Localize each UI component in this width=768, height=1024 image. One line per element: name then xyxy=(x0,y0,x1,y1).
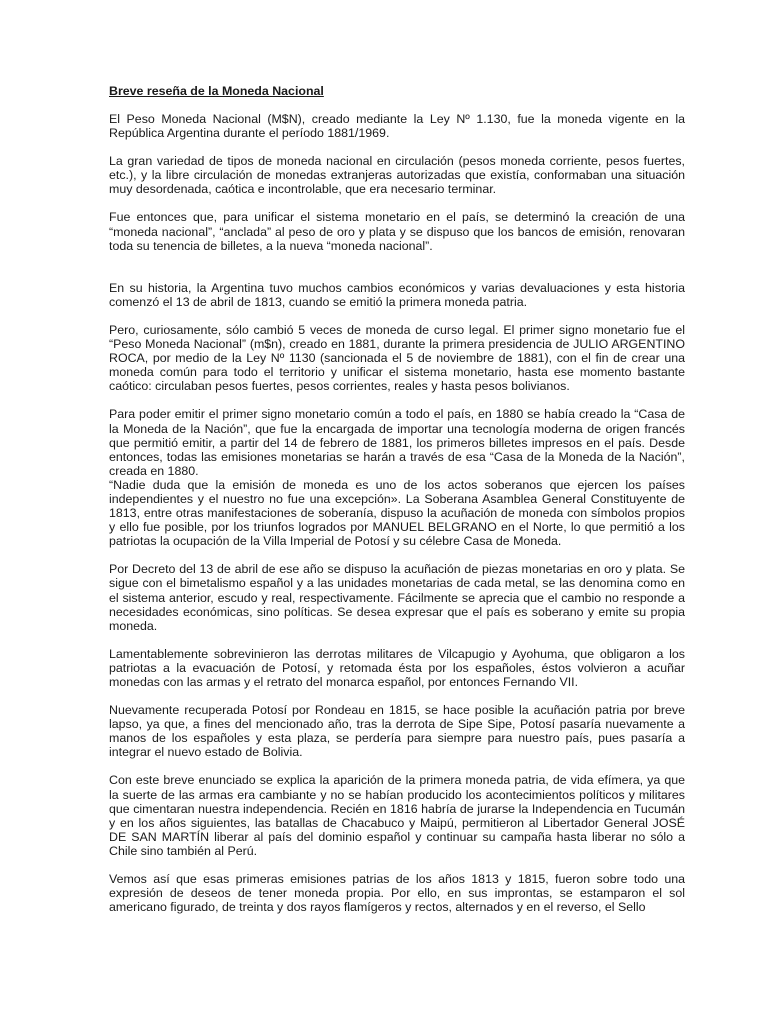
paragraph-decreto-1813: Por Decreto del 13 de abril de ese año se dispuso la acuñación de piezas monetarias en oro y plata. Se sigue con el bimetalismo español y a las unidades monetarias de cada metal, se las denomina como en el sistema anterior, escudo y real, respectivamente. Fácilmente se aprecia que el cambio no responde a necesidades económicas, sino políticas. Se desea expresar que el país es soberano y emite su propia moneda. xyxy=(109,562,685,633)
document-page xyxy=(109,84,685,928)
paragraph-rondeau-1815: Nuevamente recuperada Potosí por Rondeau en 1815, se hace posible la acuñación patria por breve lapso, ya que, a fines del mencionado año, tras la derrota de Sipe Sipe, Potosí pasaría nuevamente a manos de los españoles y esta plaza, se perdería para siempre para nuestro país, pues pasaría a integrar el nuevo estado de Bolivia. xyxy=(109,703,685,760)
paragraph-unificar-sistema: Fue entonces que, para unificar el sistema monetario en el país, se determinó la creación de una “moneda nacional”, “anclada” al peso de oro y plata y se dispuso que los bancos de emisión, renovaran toda su tenencia de billetes, a la nueva “moneda nacional”. xyxy=(109,210,685,253)
paragraph-casa-de-moneda: Para poder emitir el primer signo monetario común a todo el país, en 1880 se había creado la “Casa de la Moneda de la Nación”, que fue la encargada de importar una tecnología moderna de origen francés que permitió emitir, a partir del 14 de febrero de 1881, los primeros billetes impresos en el país. Desde entonces, todas las emisiones monetarias se harán a través de esa “Casa de la Moneda de la Nación”, creada en 1880. xyxy=(109,407,685,478)
paragraph-primera-moneda-patria: Con este breve enunciado se explica la aparición de la primera moneda patria, de vida efímera, ya que la suerte de las armas era cambiante y no se habían producido los acontecimientos políticos y militares que cimentaran nuestra independencia. Recién en 1816 habría de jurarse la Independencia en Tucumán y en los años siguientes, las batallas de Chacabuco y Maipú, permitieron al Libertador General JOSÉ DE SAN MARTÍN liberar al país del dominio español y continuar su campaña hasta liberar no sólo a Chile sino también al Perú. xyxy=(109,773,685,858)
paragraph-peso-moneda-nacional: El Peso Moneda Nacional (M$N), creado mediante la Ley Nº 1.130, fue la moneda vigente en la República Argentina durante el período 1881/1969. xyxy=(109,112,685,141)
document-title: Breve reseña de la Moneda Nacional xyxy=(109,84,324,98)
paragraph-historia: En su historia, la Argentina tuvo muchos cambios económicos y varias devaluaciones y esta historia comenzó el 13 de abril de 1813, cuando se emitió la primera moneda patria. xyxy=(109,280,685,309)
paragraph-derrotas-militares: Lamentablemente sobrevinieron las derrotas militares de Vilcapugio y Ayohuma, que obligaron a los patriotas a la evacuación de Potosí, y retomada ésta por los españoles, éstos volvieron a acuñar monedas con las armas y el retrato del monarca español, por entonces Fernando VII. xyxy=(109,646,685,689)
paragraph-primeras-emisiones: Vemos así que esas primeras emisiones patrias de los años 1813 y 1815, fueron sobre todo una expresión de deseos de tener moneda propia. Por ello, en sus improntas, se estamparon el sol americano figurado, de treinta y dos rayos flamígeros y rectos, alternados y en el reverso, el Sello xyxy=(109,872,685,915)
paragraph-curso-legal: Pero, curiosamente, sólo cambió 5 veces de moneda de curso legal. El primer signo monetario fue el “Peso Moneda Nacional” (m$n), creado en 1881, durante la primera presidencia de JULIO ARGENTINO ROCA, por medio de la Ley Nº 1130 (sancionada el 5 de noviembre de 1881), con el fin de crear una moneda común para todo el territorio y unificar el sistema monetario, hasta ese momento bastante caótico: circulaban pesos fuertes, pesos corrientes, reales y hasta pesos bolivianos. xyxy=(109,322,685,394)
paragraph-cita-soberania: “Nadie duda que la emisión de moneda es uno de los actos soberanos que ejercen los países independientes y el nuestro no fue una excepción». La Soberana Asamblea General Constituyente de 1813, entre otras manifestaciones de soberanía, dispuso la acuñación de moneda con símbolos propios y ello fue posible, por los triunfos logrados por MANUEL BELGRANO en el Norte, lo que permitió a los patriotas la ocupación de la Villa Imperial de Potosí y su célebre Casa de Moneda. xyxy=(109,477,685,549)
paragraph-variedad-monedas: La gran variedad de tipos de moneda nacional en circulación (pesos moneda corriente, pesos fuertes, etc.), y la libre circulación de monedas extranjeras autorizadas que existía, conformaban una situación muy desordenada, caótica e incontrolable, que era necesario terminar. xyxy=(109,154,685,197)
